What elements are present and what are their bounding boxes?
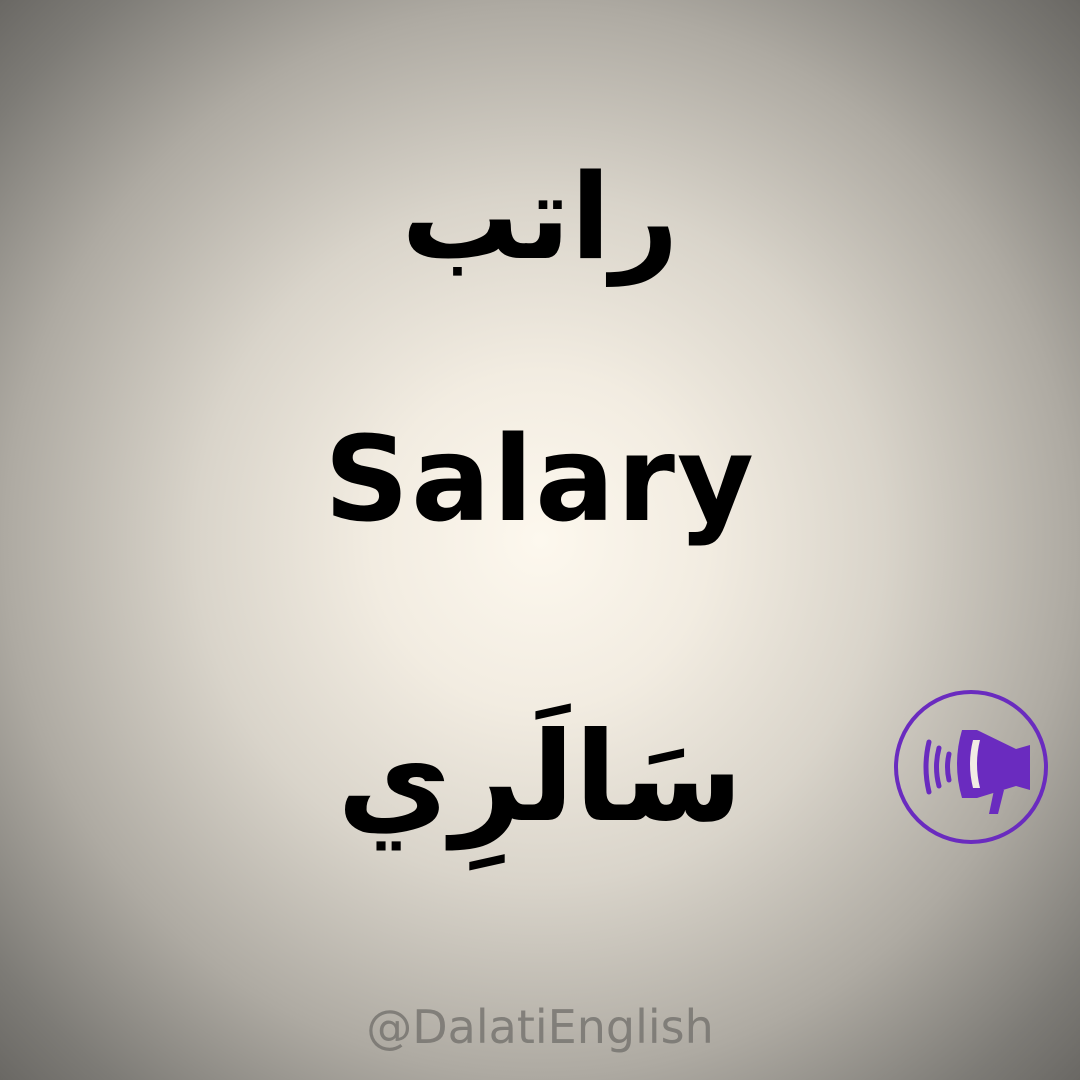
english-word: Salary	[324, 410, 756, 548]
arabic-word: راتب	[401, 148, 679, 286]
arabic-pronunciation: سَالَرِي	[337, 706, 743, 850]
megaphone-icon[interactable]	[892, 688, 1050, 846]
watermark-handle: @DalatiEnglish	[366, 1000, 714, 1054]
